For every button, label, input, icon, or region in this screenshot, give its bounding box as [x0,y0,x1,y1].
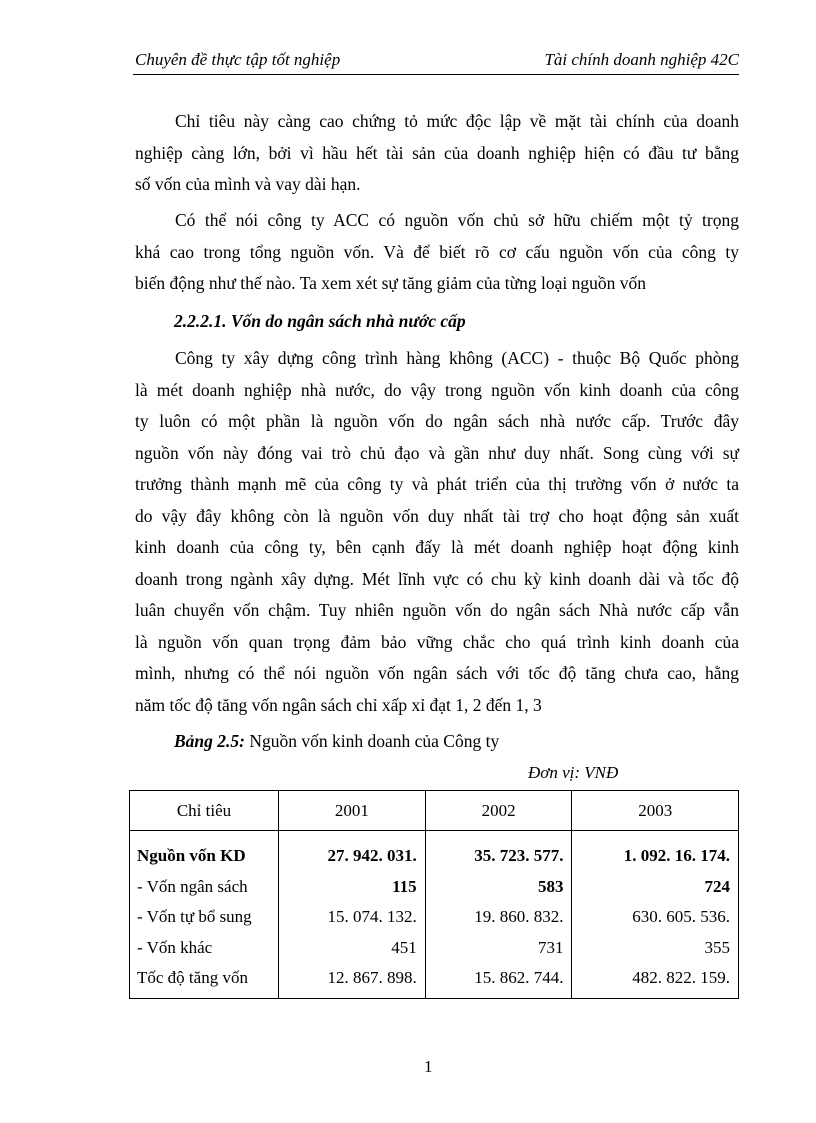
value-line: 482. 822. 159. [632,968,730,987]
value-line: 630. 605. 536. [632,907,730,926]
text-line: là mét doanh nghiệp nhà nước, do vậy trong nguồn vốn kinh doanh của công [135,379,739,400]
value-line: 451 [391,937,417,957]
value-cell-2002 [425,831,572,999]
row-label: Tốc độ tăng vốn [137,968,248,987]
table-caption [174,731,499,752]
row-label: - Vốn ngân sách [137,876,248,896]
paragraph-2 [135,205,739,300]
row-label: Nguồn vốn KD [137,846,246,865]
text-line: nghiệp càng lớn, bởi vì hầu hết tài sản của doanh nghiệp hiện có đầu tư bằng [135,142,739,163]
table-row [130,831,739,999]
value-line: 15. 074. 132. [327,907,417,926]
text-line: Công ty xây dựng công trình hàng không (ACC) - thuộc Bộ Quốc phòng [175,348,739,368]
value-line: 115 [392,876,417,896]
value-line: 355 [704,937,730,957]
text-line: kinh doanh của công ty, bên cạnh đấy là mét doanh nghiệp hoạt động kinh [135,537,739,557]
unit-label: Đơn vị: VNĐ [528,763,619,782]
value-line: 19. 860. 832. [474,907,564,926]
value-line: 731 [537,937,564,957]
value-cell-2003 [572,831,739,999]
page-number: 1 [424,1057,433,1076]
section-heading: 2.2.2.1. Vốn do ngân sách nhà nước cấp [174,311,466,331]
value-cell-2001 [278,831,425,999]
text-line: doanh trong ngành xây dựng. Mét lĩnh vực có chu kỳ kinh doanh dài và tốc độ [135,568,739,589]
value-line: 27. 942. 031. [327,846,417,865]
text-line: biến động như thế nào. Ta xem xét sự tăng giảm của từng loại nguồn vốn [135,273,646,293]
header-cell: 2002 [425,791,572,831]
table-caption-label: Bảng 2.5: [174,731,245,751]
header-cell: 2001 [278,791,425,831]
row-label: - Vốn tự bổ sung [137,907,252,926]
header-right-title: Tài chính doanh nghiệp 42C [544,50,739,69]
text-line: ty luôn có một phần là nguồn vốn do ngân sách nhà nước cấp. Trước đây [135,411,739,431]
text-line: mình, nhưng có thể nói nguồn vốn ngân sách với tốc độ tăng chưa cao, hằng [135,663,739,683]
value-line: 12. 867. 898. [327,968,417,987]
page-header [133,48,739,75]
text-line: là nguồn vốn quan trọng đảm bảo vững chắc cho quá trình kinh doanh của [135,631,739,652]
label-cell [130,831,279,999]
table-caption-text: Nguồn vốn kinh doanh của Công ty [244,731,500,751]
paragraph-3 [135,343,739,721]
value-line: 35. 723. 577. [474,846,564,865]
capital-table [129,790,739,999]
value-line: 724 [704,876,730,896]
header-left-title: Chuyên đề thực tập tốt nghiệp [135,50,341,69]
header-cell: 2003 [572,791,739,831]
text-line: Chỉ tiêu này càng cao chứng tỏ mức độc lập về mặt tài chính của doanh [175,111,739,131]
paragraph-1 [135,106,739,201]
value-line: 1. 092. 16. 174. [623,846,730,865]
text-line: số vốn của mình và vay dài hạn. [135,174,361,194]
header-cell: Chỉ tiêu [130,791,279,831]
text-line: luân chuyển vốn chậm. Tuy nhiên nguồn vốn do ngân sách Nhà nước cấp vẫn [135,600,739,620]
text-line: khá cao trong tổng nguồn vốn. Và để biết rõ cơ cấu nguồn vốn của công ty [135,241,739,262]
text-line: nguồn vốn này đóng vai trò chủ đạo và gần như duy nhất. Song cùng với sự [135,442,739,463]
value-line: 15. 862. 744. [474,968,564,987]
table-header-row [130,791,739,831]
text-line: Có thể nói công ty ACC có nguồn vốn chủ sở hữu chiếm một tỷ trọng [175,210,739,230]
row-label: - Vốn khác [137,937,213,957]
value-line: 583 [537,876,564,896]
text-line: năm tốc độ tăng vốn ngân sách chỉ xấp xỉ đạt 1, 2 đến 1, 3 [135,694,542,715]
text-line: do vậy đây không còn là nguồn vốn duy nhất tài trợ cho hoạt động sản xuất [135,505,739,526]
text-line: trưởng thành mạnh mẽ của công ty và phát triển của thị trường vốn ở nước ta [135,474,739,494]
